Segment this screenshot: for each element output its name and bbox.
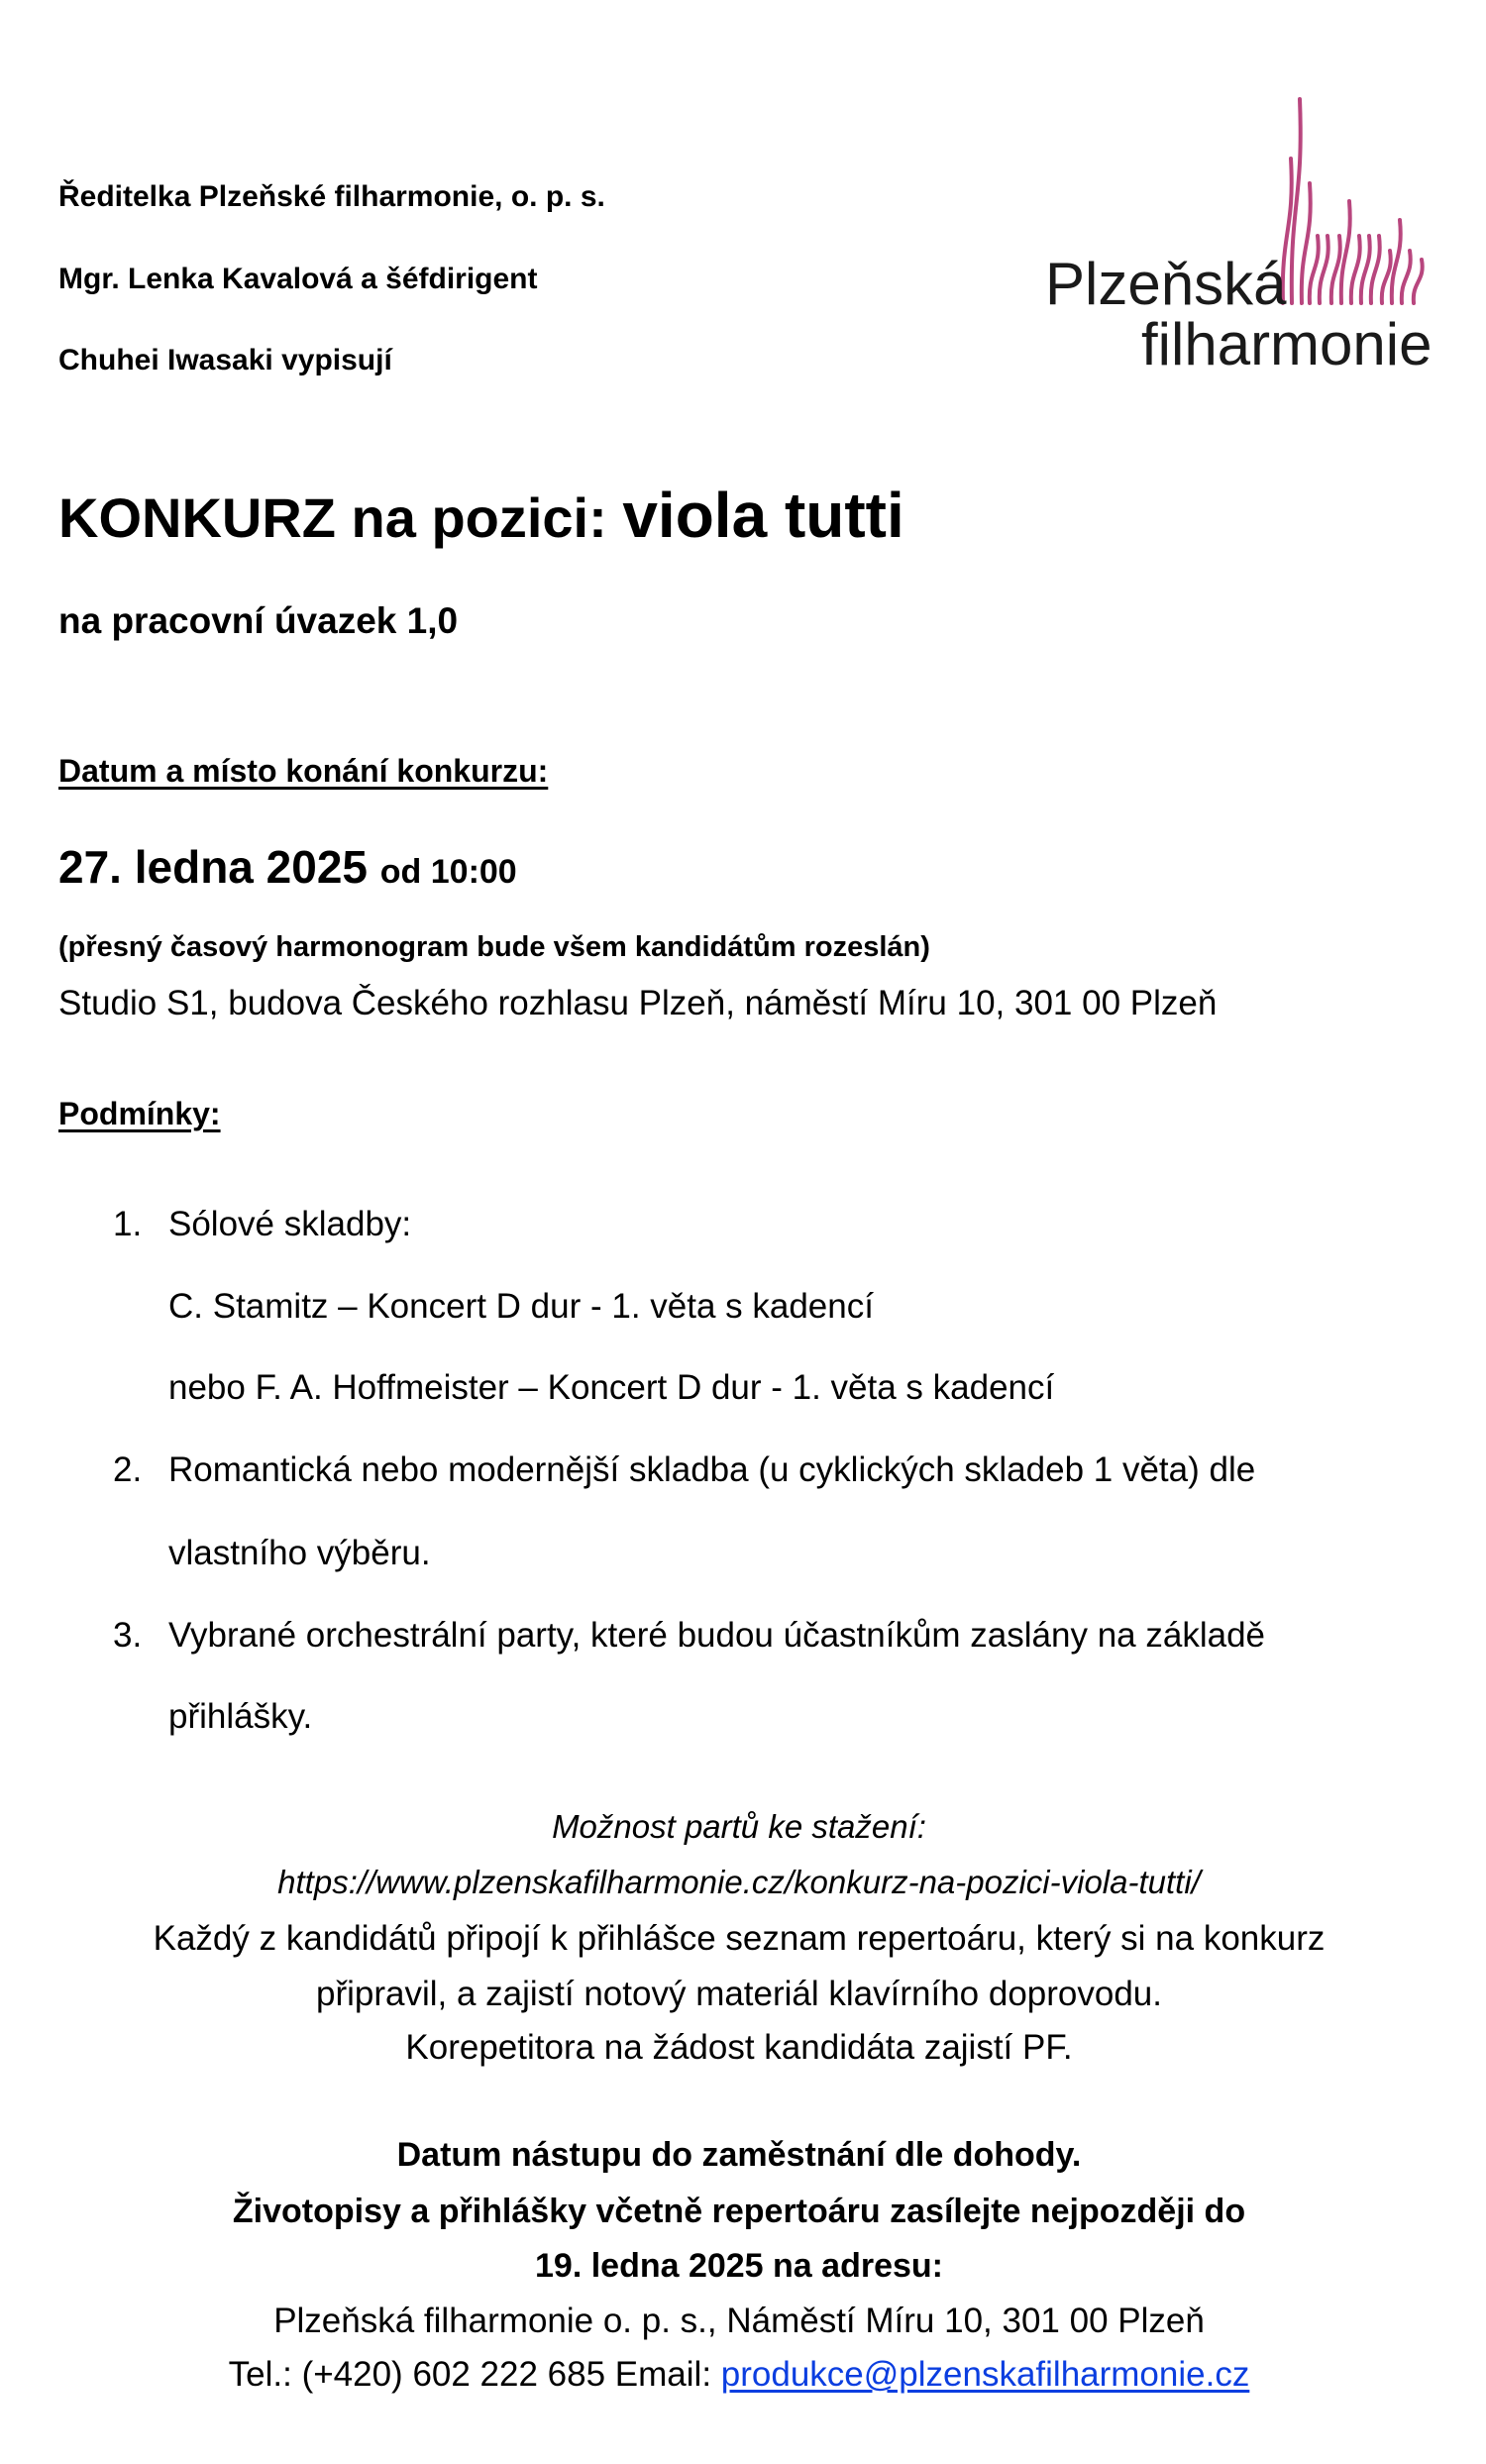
logo-string-mark bbox=[1320, 236, 1328, 303]
info-line-3: Korepetitora na žádost kandidáta zajistí PF. bbox=[405, 2028, 1073, 2067]
download-label: Možnost partů ke stažení: bbox=[552, 1808, 926, 1845]
schedule-note: (přesný časový harmonogram bude všem kandidátům rozeslán) bbox=[58, 931, 930, 963]
logo-string-mark bbox=[1382, 251, 1391, 303]
list-item: vlastního výběru. bbox=[168, 1534, 431, 1572]
header-line-3: Chuhei Iwasaki vypisují bbox=[58, 344, 392, 376]
logo-string-mark bbox=[1414, 260, 1423, 303]
list-item: Romantická nebo modernější skladba (u cyklických skladeb 1 věta) dle bbox=[168, 1450, 1256, 1489]
list-item: Sólové skladby: bbox=[168, 1205, 412, 1243]
logo-text-2: filharmonie bbox=[1141, 311, 1433, 377]
logo-string-mark bbox=[1392, 220, 1401, 303]
list-item: přihlášky. bbox=[168, 1697, 313, 1736]
plzenska-filharmonie-logo bbox=[1030, 89, 1446, 386]
page-title: KONKURZ na pozici: viola tutti bbox=[58, 480, 904, 551]
list-number: 1. bbox=[113, 1205, 143, 1243]
conditions-heading: Podmínky: bbox=[58, 1096, 221, 1131]
list-item: C. Stamitz – Koncert D dur - 1. věta s kadencí bbox=[168, 1287, 874, 1326]
closing-line-1: Datum nástupu do zaměstnání dle dohody. bbox=[396, 2136, 1082, 2174]
contact-line: Tel.: (+420) 602 222 685 Email: produkce@plzenskafilharmonie.cz bbox=[228, 2355, 1250, 2394]
logo-string-mark bbox=[1361, 236, 1370, 303]
workload: na pracovní úvazek 1,0 bbox=[58, 600, 459, 641]
list-number: 3. bbox=[113, 1616, 143, 1655]
closing-line-2: Životopisy a přihlášky včetně repertoáru zasílejte nejpozději do bbox=[232, 2193, 1246, 2230]
audition-date: 27. ledna 2025 od 10:00 bbox=[58, 841, 517, 893]
info-line-1: Každý z kandidátů připojí k přihlášce seznam repertoáru, který si na konkurz bbox=[153, 1919, 1326, 1958]
address: Plzeňská filharmonie o. p. s., Náměstí Míru 10, 301 00 Plzeň bbox=[273, 2302, 1205, 2340]
download-url[interactable]: https://www.plzenskafilharmonie.cz/konkurz-na-pozici-viola-tutti/ bbox=[277, 1864, 1201, 1900]
logo-string-mark bbox=[1351, 236, 1360, 303]
email-link[interactable]: produkce@plzenskafilharmonie.cz bbox=[720, 2355, 1250, 2394]
logo-string-mark bbox=[1310, 236, 1319, 303]
logo-string-mark bbox=[1371, 236, 1380, 303]
position-name: viola tutti bbox=[622, 480, 904, 551]
closing-line-3: 19. ledna 2025 na adresu: bbox=[535, 2247, 943, 2285]
list-item: Vybrané orchestrální party, které budou účastníkům zaslány na základě bbox=[168, 1616, 1265, 1655]
date-heading: Datum a místo konání konkurzu: bbox=[58, 753, 549, 789]
logo-string-mark bbox=[1341, 201, 1350, 303]
venue: Studio S1, budova Českého rozhlasu Plzeň, náměstí Míru 10, 301 00 Plzeň bbox=[58, 984, 1218, 1022]
list-number: 2. bbox=[113, 1450, 143, 1489]
logo-string-mark bbox=[1331, 236, 1340, 303]
logo-text-1: Plzeňská bbox=[1045, 251, 1287, 317]
header-line-1: Ředitelka Plzeňské filharmonie, o. p. s. bbox=[58, 180, 605, 213]
logo-string-mark bbox=[1402, 251, 1411, 303]
header-line-2: Mgr. Lenka Kavalová a šéfdirigent bbox=[58, 263, 538, 295]
info-line-2: připravil, a zajistí notový materiál klavírního doprovodu. bbox=[315, 1975, 1162, 2013]
list-item: nebo F. A. Hoffmeister – Koncert D dur - 1. věta s kadencí bbox=[168, 1368, 1055, 1407]
